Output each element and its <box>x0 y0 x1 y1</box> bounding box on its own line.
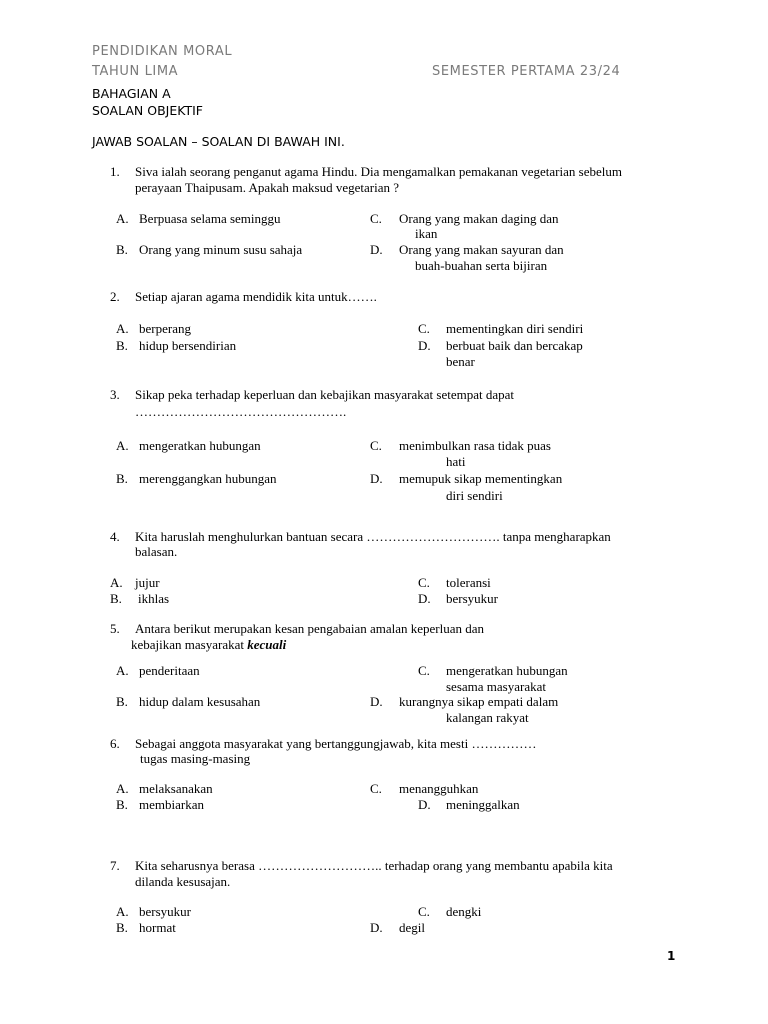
option-b-letter: B. <box>116 694 128 709</box>
option-a-letter: A. <box>110 575 123 590</box>
question-text-line: Setiap ajaran agama mendidik kita untuk……. <box>135 289 377 304</box>
option-b-text[interactable]: hidup bersendirian <box>139 338 237 353</box>
option-a-letter: A. <box>116 904 129 919</box>
option-d-letter: D. <box>370 694 383 709</box>
option-c-text[interactable]: mementingkan diri sendiri <box>446 321 584 336</box>
option-d-letter: D. <box>370 242 383 257</box>
section-part: BAHAGIAN A <box>92 86 171 101</box>
question-text-line: Siva ialah seorang penganut agama Hindu. Dia mengamalkan pemakanan vegetarian sebelum <box>135 164 622 179</box>
option-c-text[interactable]: Orang yang makan daging dan <box>399 211 559 226</box>
option-a-text[interactable]: jujur <box>135 575 160 590</box>
emphasis-word: kecuali <box>247 637 287 652</box>
option-b-letter: B. <box>116 242 128 257</box>
option-b-letter: B. <box>116 338 128 353</box>
section-instruction: JAWAB SOALAN – SOALAN DI BAWAH INI. <box>92 134 345 149</box>
option-c-letter: C. <box>418 321 430 336</box>
option-b-text[interactable]: hormat <box>139 920 176 935</box>
question-number: 5. <box>110 621 120 636</box>
option-d-letter: D. <box>370 920 383 935</box>
option-b-text[interactable]: Orang yang minum susu sahaja <box>139 242 303 257</box>
option-a-letter: A. <box>116 321 129 336</box>
option-a-text[interactable]: Berpuasa selama seminggu <box>139 211 281 226</box>
question-text-line <box>131 637 286 653</box>
option-b-text[interactable]: membiarkan <box>139 797 204 812</box>
question-text-line: Sebagai anggota masyarakat yang bertanggungjawab, kita mesti …………… <box>135 736 537 751</box>
question-text-line: tugas masing-masing <box>140 751 251 766</box>
question-number: 4. <box>110 529 120 544</box>
option-c-text[interactable]: toleransi <box>446 575 491 590</box>
option-c-text[interactable]: dengki <box>446 904 482 919</box>
option-b-letter: B. <box>116 797 128 812</box>
option-d-text-cont: benar <box>446 354 475 369</box>
option-c-letter: C. <box>418 904 430 919</box>
option-c-letter: C. <box>370 211 382 226</box>
question-text-line: Kita seharusnya berasa ……………………….. terhadap orang yang membantu apabila kita <box>135 858 613 873</box>
option-a-text[interactable]: bersyukur <box>139 904 191 919</box>
option-b-text[interactable]: hidup dalam kesusahan <box>139 694 261 709</box>
option-d-text[interactable]: degil <box>399 920 425 935</box>
option-d-text[interactable]: berbuat baik dan bercakap <box>446 338 583 353</box>
option-c-text-cont: hati <box>446 454 466 469</box>
option-d-text[interactable]: bersyukur <box>446 591 498 606</box>
option-d-text-cont: kalangan rakyat <box>446 710 529 725</box>
option-b-letter: B. <box>116 920 128 935</box>
option-a-letter: A. <box>116 781 129 796</box>
year-label: TAHUN LIMA <box>92 64 179 79</box>
option-b-text[interactable]: ikhlas <box>138 591 170 606</box>
option-a-letter: A. <box>116 438 129 453</box>
option-b-letter: B. <box>116 471 128 486</box>
section-type: SOALAN OBJEKTIF <box>92 103 203 118</box>
question-number: 6. <box>110 736 120 751</box>
option-d-text-cont: buah-buahan serta bijiran <box>415 258 548 273</box>
option-d-letter: D. <box>370 471 383 486</box>
option-b-text[interactable]: merenggangkan hubungan <box>139 471 277 486</box>
option-c-letter: C. <box>418 663 430 678</box>
subject-title: PENDIDIKAN MORAL <box>92 44 233 59</box>
option-a-text[interactable]: penderitaan <box>139 663 200 678</box>
option-d-text[interactable]: Orang yang makan sayuran dan <box>399 242 564 257</box>
question-text-line: Kita haruslah menghulurkan bantuan secara …………………………. tanpa mengharapkan <box>135 529 611 544</box>
option-a-letter: A. <box>116 211 129 226</box>
question-text-line: perayaan Thaipusam. Apakah maksud vegetarian ? <box>135 180 399 195</box>
question-text-line: Sikap peka terhadap keperluan dan kebajikan masyarakat setempat dapat <box>135 387 515 402</box>
question-text-line: balasan. <box>135 544 178 559</box>
question-text-part: kebajikan masyarakat <box>131 637 244 652</box>
option-d-text-cont: diri sendiri <box>446 488 503 503</box>
option-c-letter: C. <box>370 781 382 796</box>
question-text-line: dilanda kesusajan. <box>135 874 231 889</box>
option-a-letter: A. <box>116 663 129 678</box>
question-number: 7. <box>110 858 120 873</box>
option-a-text[interactable]: mengeratkan hubungan <box>139 438 261 453</box>
option-a-text[interactable]: melaksanakan <box>139 781 213 796</box>
option-c-letter: C. <box>370 438 382 453</box>
answer-blank: …………………………………………. <box>135 404 347 419</box>
question-number: 3. <box>110 387 120 402</box>
option-a-text[interactable]: berperang <box>139 321 191 336</box>
option-b-letter: B. <box>110 591 122 606</box>
page-number: 1 <box>667 949 676 963</box>
question-text-line: Antara berikut merupakan kesan pengabaian amalan keperluan dan <box>135 621 485 636</box>
option-c-text[interactable]: menangguhkan <box>399 781 479 796</box>
option-d-letter: D. <box>418 591 431 606</box>
option-d-text[interactable]: memupuk sikap mementingkan <box>399 471 563 486</box>
option-d-letter: D. <box>418 797 431 812</box>
option-d-letter: D. <box>418 338 431 353</box>
question-number: 2. <box>110 289 120 304</box>
option-c-text-cont: ikan <box>415 226 438 241</box>
option-d-text[interactable]: meninggalkan <box>446 797 520 812</box>
option-c-text[interactable]: mengeratkan hubungan <box>446 663 568 678</box>
option-c-text-cont: sesama masyarakat <box>446 679 546 694</box>
option-c-letter: C. <box>418 575 430 590</box>
option-d-text[interactable]: kurangnya sikap empati dalam <box>399 694 559 709</box>
option-c-text[interactable]: menimbulkan rasa tidak puas <box>399 438 551 453</box>
question-number: 1. <box>110 164 120 179</box>
semester-label: SEMESTER PERTAMA 23/24 <box>432 64 621 79</box>
